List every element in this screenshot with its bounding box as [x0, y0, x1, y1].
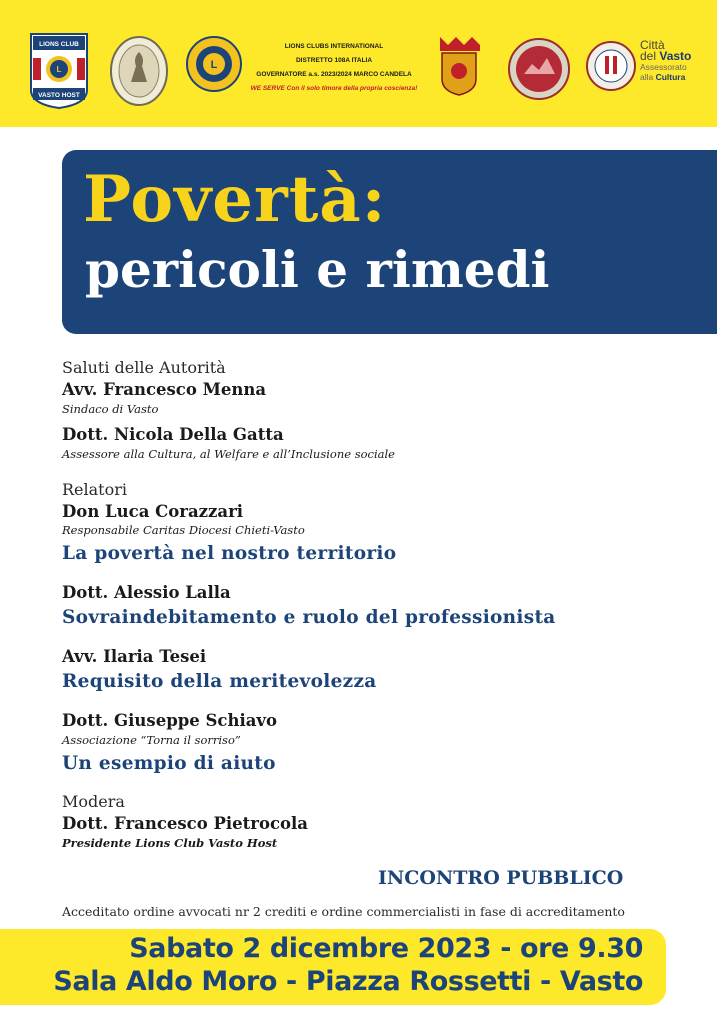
talk-title: Requisito della meritevolezza	[62, 671, 377, 692]
talk-title: La povertà nel nostro territorio	[62, 543, 397, 564]
citta-del-vasto-label	[640, 40, 691, 82]
relatori-label: Relatori	[62, 480, 127, 499]
svg-text:L: L	[210, 59, 218, 71]
header-line: LIONS CLUBS INTERNATIONAL	[284, 43, 384, 50]
header-motto: WE SERVE Con il solo timore della propria coscienza!	[250, 85, 418, 92]
lions-international-logo	[186, 36, 242, 92]
speaker-name: Dott. Giuseppe Schiavo	[62, 711, 278, 730]
vasto-city-seal	[586, 41, 636, 91]
saluti-label: Saluti delle Autorità	[62, 358, 226, 377]
header-line: GOVERNATORE a.s. 2023/2024 MARCO CANDELA	[256, 71, 412, 78]
moderator-role: Presidente Lions Club Vasto Host	[62, 836, 278, 850]
citta-sub1: Assessorato	[640, 62, 687, 72]
event-type: INCONTRO PUBBLICO	[378, 867, 624, 889]
modera-label: Modera	[62, 792, 125, 811]
speaker-name: Dott. Alessio Lalla	[62, 583, 231, 602]
order-seal-logo	[108, 34, 170, 108]
event-date: Sabato 2 dicembre 2023 - ore 9.30	[129, 933, 643, 964]
svg-text:L: L	[56, 65, 62, 74]
authority-role: Assessore alla Cultura, al Welfare e all’Inclusione sociale	[62, 447, 395, 461]
citta-line2-pre: del	[640, 49, 660, 63]
moderator-name: Dott. Francesco Pietrocola	[62, 814, 308, 833]
speaker-name: Don Luca Corazzari	[62, 502, 244, 521]
authority-name: Avv. Francesco Menna	[62, 380, 267, 399]
speaker-name: Avv. Ilaria Tesei	[62, 647, 207, 666]
talk-title: Sovraindebitamento e ruolo del professionista	[62, 607, 556, 628]
accreditation-note: Acceditato ordine avvocati nr 2 crediti e ordine commercialisti in fase di accreditamento	[62, 904, 625, 919]
district-header	[236, 40, 432, 96]
citta-sub2-bold: Cultura	[655, 72, 686, 82]
header-line: DISTRETTO 108A ITALIA	[295, 57, 373, 64]
citta-line2-bold: Vasto	[659, 49, 692, 63]
talk-title: Un esempio di aiuto	[62, 753, 276, 774]
authority-role: Sindaco di Vasto	[62, 402, 159, 416]
event-venue: Sala Aldo Moro - Piazza Rossetti - Vasto	[53, 966, 643, 997]
club-logo-text-bottom: VASTO HOST	[38, 92, 80, 99]
authority-name: Dott. Nicola Della Gatta	[62, 425, 284, 444]
speaker-role: Associazione “Torna il sorriso”	[62, 733, 241, 747]
speaker-role: Responsabile Caritas Diocesi Chieti-Vasto	[62, 523, 305, 537]
collegium-seal-logo	[508, 38, 570, 100]
citta-sub2-pre: alla	[640, 72, 656, 82]
club-logo-text-top: LIONS CLUB	[39, 41, 79, 48]
title-line-2: pericoli e rimedi	[85, 240, 550, 299]
lions-vasto-host-logo	[29, 32, 89, 110]
crest-logo	[432, 33, 486, 99]
title-line-1: Povertà:	[83, 162, 387, 237]
citta-line1: Città	[640, 38, 665, 52]
